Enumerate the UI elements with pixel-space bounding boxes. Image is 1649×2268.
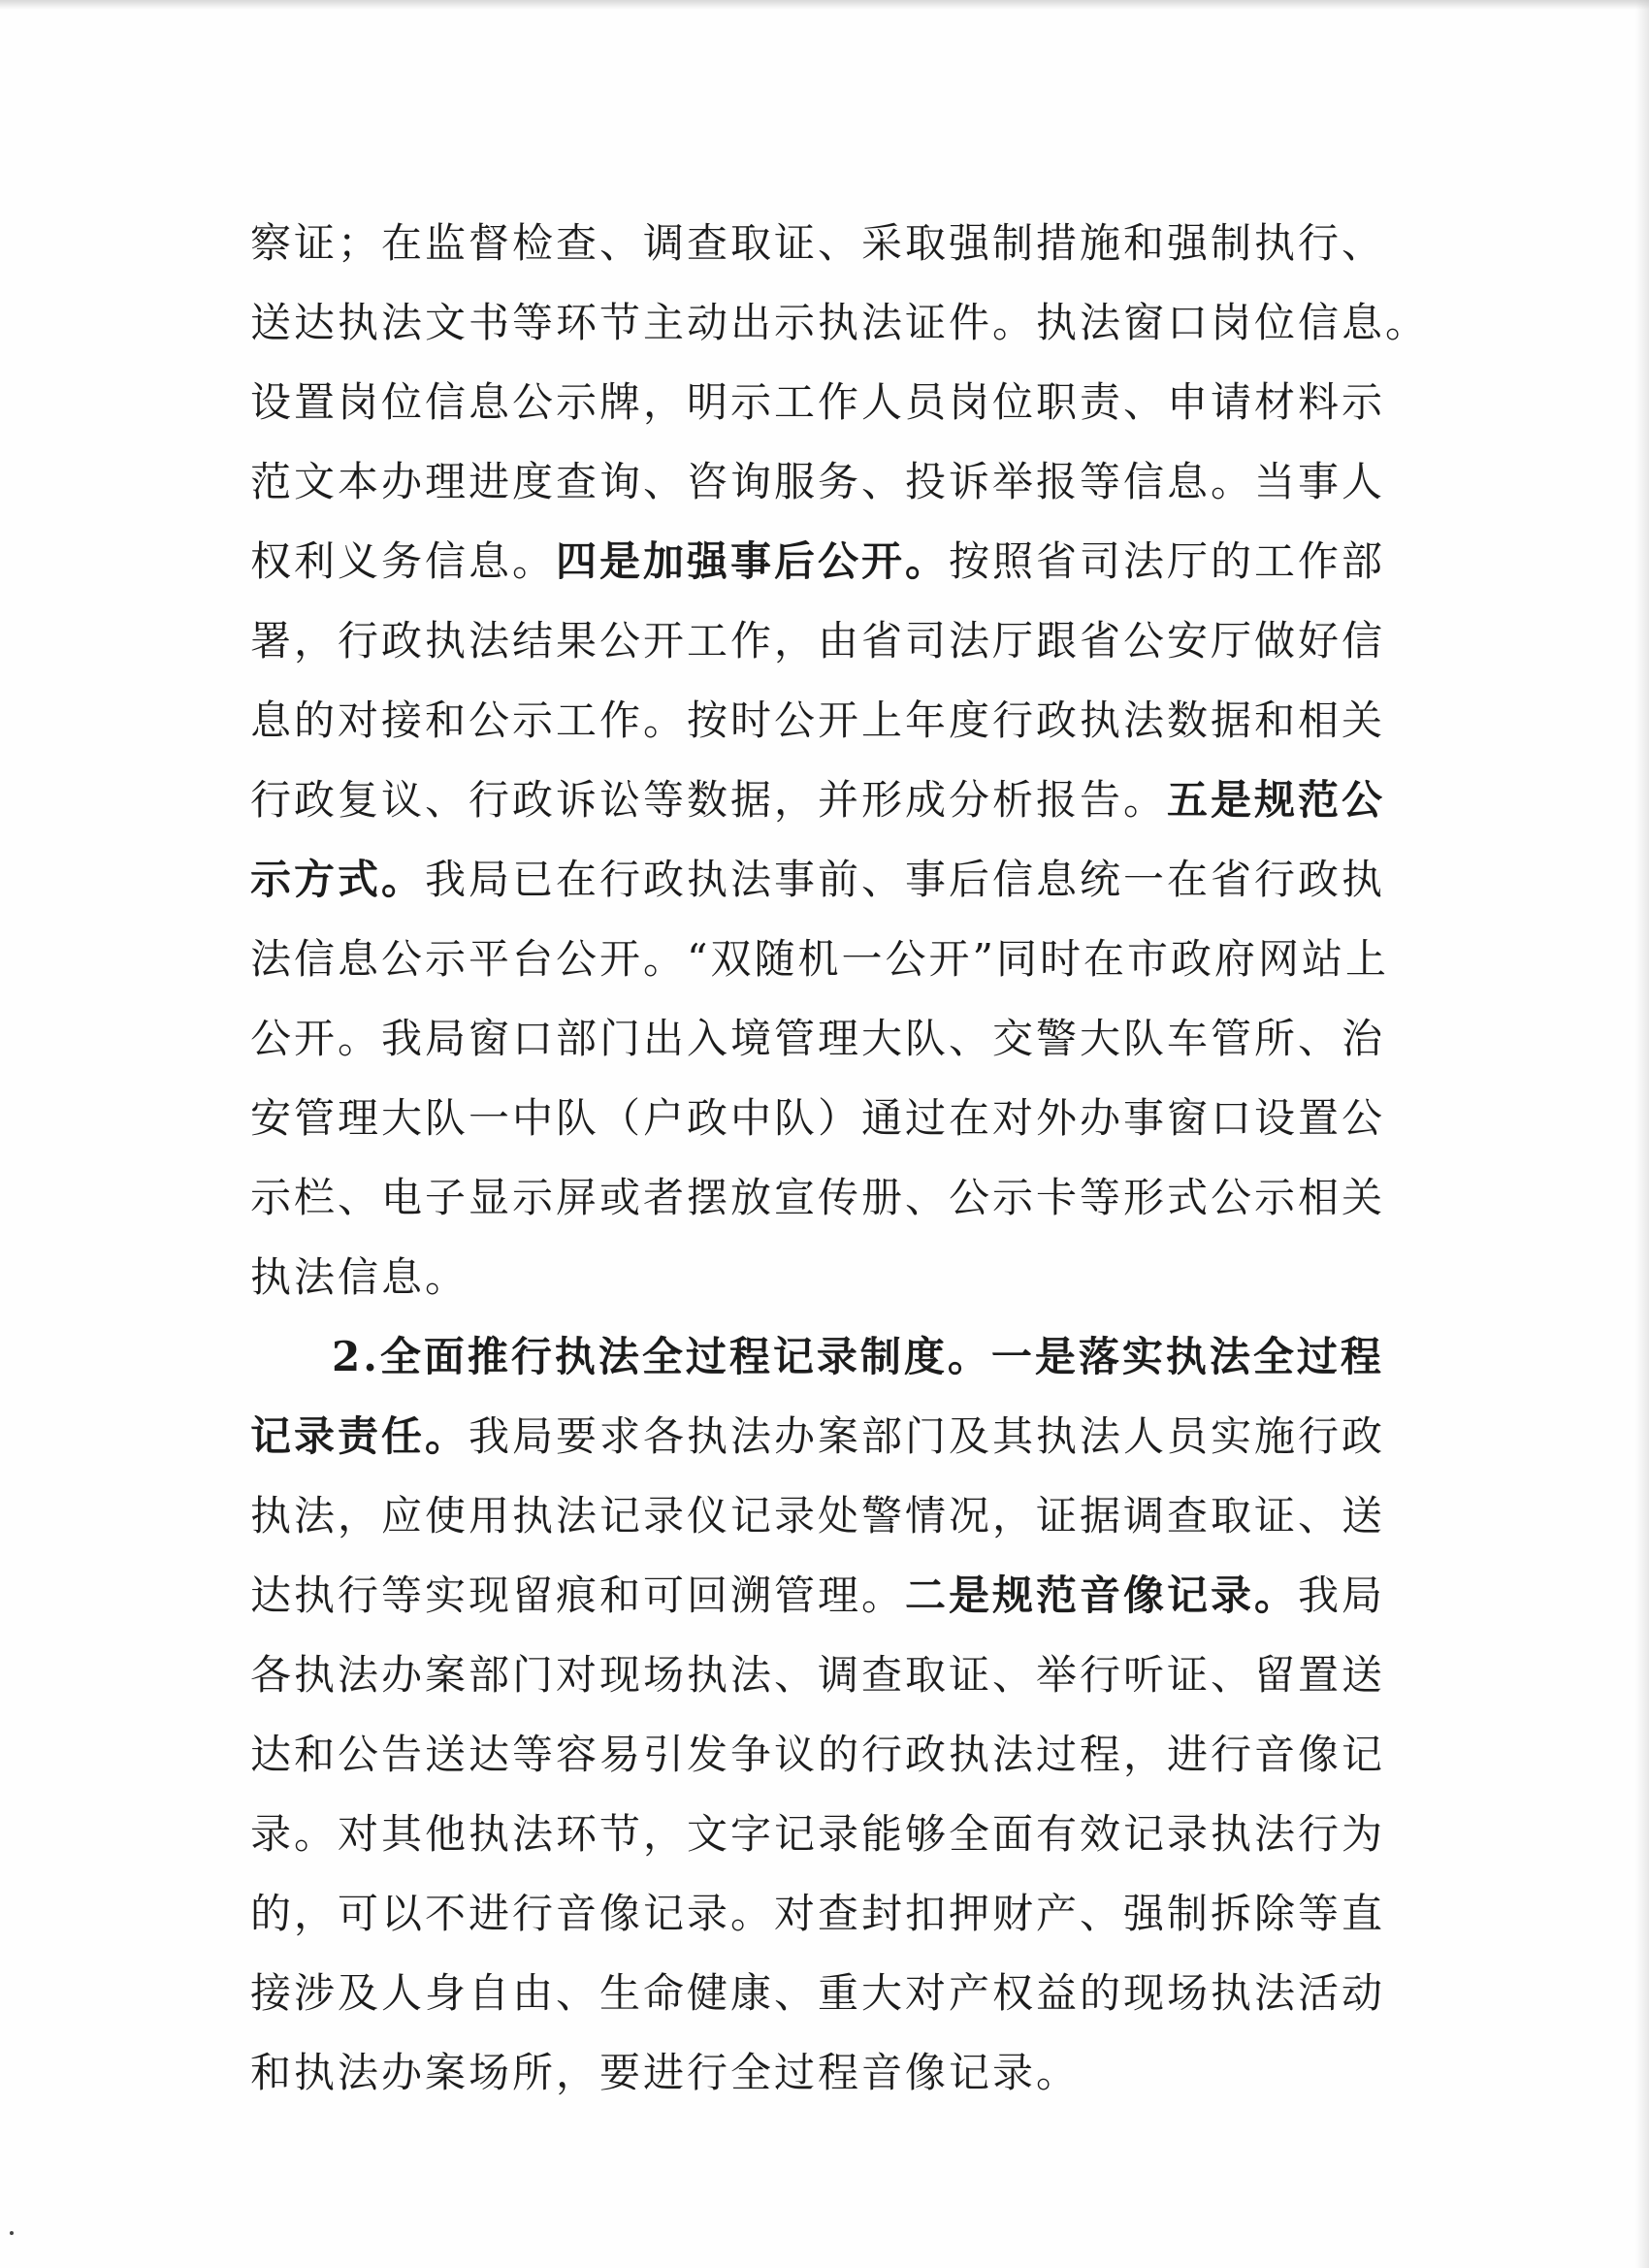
text-segment: 我局 bbox=[1298, 1571, 1386, 1619]
text-segment: 设置岗位信息公示牌，明示工作人员岗位职责、申请材料示 bbox=[250, 378, 1386, 426]
text-line-16 bbox=[250, 1407, 1386, 1486]
text-line-6 bbox=[250, 611, 1386, 691]
scan-right-edge bbox=[1635, 0, 1649, 2268]
text-line-3 bbox=[250, 373, 1386, 452]
text-segment: 我局已在行政执法事前、事后信息统一在省行政执 bbox=[425, 856, 1386, 903]
text-segment: 达执行等实现留痕和可回溯管理。 bbox=[250, 1571, 906, 1619]
scan-top-edge bbox=[0, 0, 1649, 10]
bold-heading-segment: 记录责任。 bbox=[250, 1412, 469, 1460]
text-segment: 我局要求各执法办案部门及其执法人员实施行政 bbox=[469, 1412, 1386, 1460]
text-segment: 署，行政执法结果公开工作，由省司法厅跟省公安厅做好信 bbox=[250, 617, 1386, 664]
text-segment: 达和公告送达等容易引发争议的行政执法过程，进行音像记 bbox=[250, 1731, 1386, 1778]
text-line-14 bbox=[250, 1247, 1375, 1327]
text-line-13 bbox=[250, 1168, 1386, 1247]
text-line-21 bbox=[250, 1804, 1386, 1884]
text-segment: 法信息公示平台公开。“双随机一公开”同时在市政府网站上 bbox=[250, 935, 1389, 983]
text-segment: 权利义务信息。 bbox=[250, 537, 557, 585]
text-line-8 bbox=[250, 770, 1386, 850]
text-line-7 bbox=[250, 691, 1386, 770]
text-line-1 bbox=[250, 213, 1386, 293]
text-line-19 bbox=[250, 1645, 1386, 1725]
text-line-22 bbox=[250, 1884, 1386, 1963]
text-line-20 bbox=[250, 1725, 1386, 1804]
section-heading: 2.全面推行执法全过程记录制度。一是落实执法全过程 bbox=[332, 1333, 1384, 1380]
section-heading-line bbox=[250, 1327, 1384, 1407]
text-line-12 bbox=[250, 1088, 1386, 1168]
text-segment: 示栏、电子显示屏或者摆放宣传册、公示卡等形式公示相关 bbox=[250, 1174, 1386, 1221]
text-line-23 bbox=[250, 1963, 1386, 2043]
text-segment: 和执法办案场所，要进行全过程音像记录。 bbox=[250, 2049, 1081, 2096]
text-segment: 公开。我局窗口部门出入境管理大队、交警大队车管所、治 bbox=[250, 1015, 1386, 1062]
text-segment: 执法，应使用执法记录仪记录处警情况，证据调查取证、送 bbox=[250, 1492, 1386, 1539]
text-segment: 接涉及人身自由、生命健康、重大对产权益的现场执法活动 bbox=[250, 1969, 1386, 2017]
text-segment: 息的对接和公示工作。按时公开上年度行政执法数据和相关 bbox=[250, 697, 1386, 744]
text-segment: 送达执法文书等环节主动出示执法证件。执法窗口岗位信息。 bbox=[250, 299, 1430, 346]
scan-speck bbox=[10, 2231, 14, 2235]
text-line-4 bbox=[250, 452, 1386, 532]
text-line-9 bbox=[250, 850, 1386, 929]
text-segment: 执法信息。 bbox=[250, 1253, 469, 1301]
text-line-18 bbox=[250, 1566, 1386, 1645]
bold-heading-segment: 二是规范音像记录。 bbox=[905, 1571, 1299, 1619]
text-line-10 bbox=[250, 929, 1389, 1009]
bold-heading-segment: 示方式。 bbox=[250, 856, 426, 903]
text-segment: 按照省司法厅的工作部 bbox=[949, 537, 1386, 585]
text-line-17 bbox=[250, 1486, 1386, 1566]
body-text bbox=[250, 213, 1430, 2122]
text-line-24 bbox=[250, 2043, 1375, 2122]
bold-heading-segment: 五是规范公 bbox=[1167, 776, 1386, 824]
text-line-2 bbox=[250, 293, 1430, 373]
text-segment: 的，可以不进行音像记录。对查封扣押财产、强制拆除等直 bbox=[250, 1890, 1386, 1937]
text-segment: 范文本办理进度查询、咨询服务、投诉举报等信息。当事人 bbox=[250, 458, 1386, 505]
text-segment: 安管理大队一中队（户政中队）通过在对外办事窗口设置公 bbox=[250, 1094, 1386, 1142]
text-segment: 行政复议、行政诉讼等数据，并形成分析报告。 bbox=[250, 776, 1168, 824]
text-segment: 各执法办案部门对现场执法、调查取证、举行听证、留置送 bbox=[250, 1651, 1386, 1699]
text-line-5 bbox=[250, 532, 1386, 611]
bold-heading-segment: 四是加强事后公开。 bbox=[556, 537, 950, 585]
text-segment: 录。对其他执法环节，文字记录能够全面有效记录执法行为 bbox=[250, 1810, 1386, 1858]
text-segment: 察证；在监督检查、调查取证、采取强制措施和强制执行、 bbox=[250, 219, 1386, 267]
text-line-11 bbox=[250, 1009, 1386, 1088]
